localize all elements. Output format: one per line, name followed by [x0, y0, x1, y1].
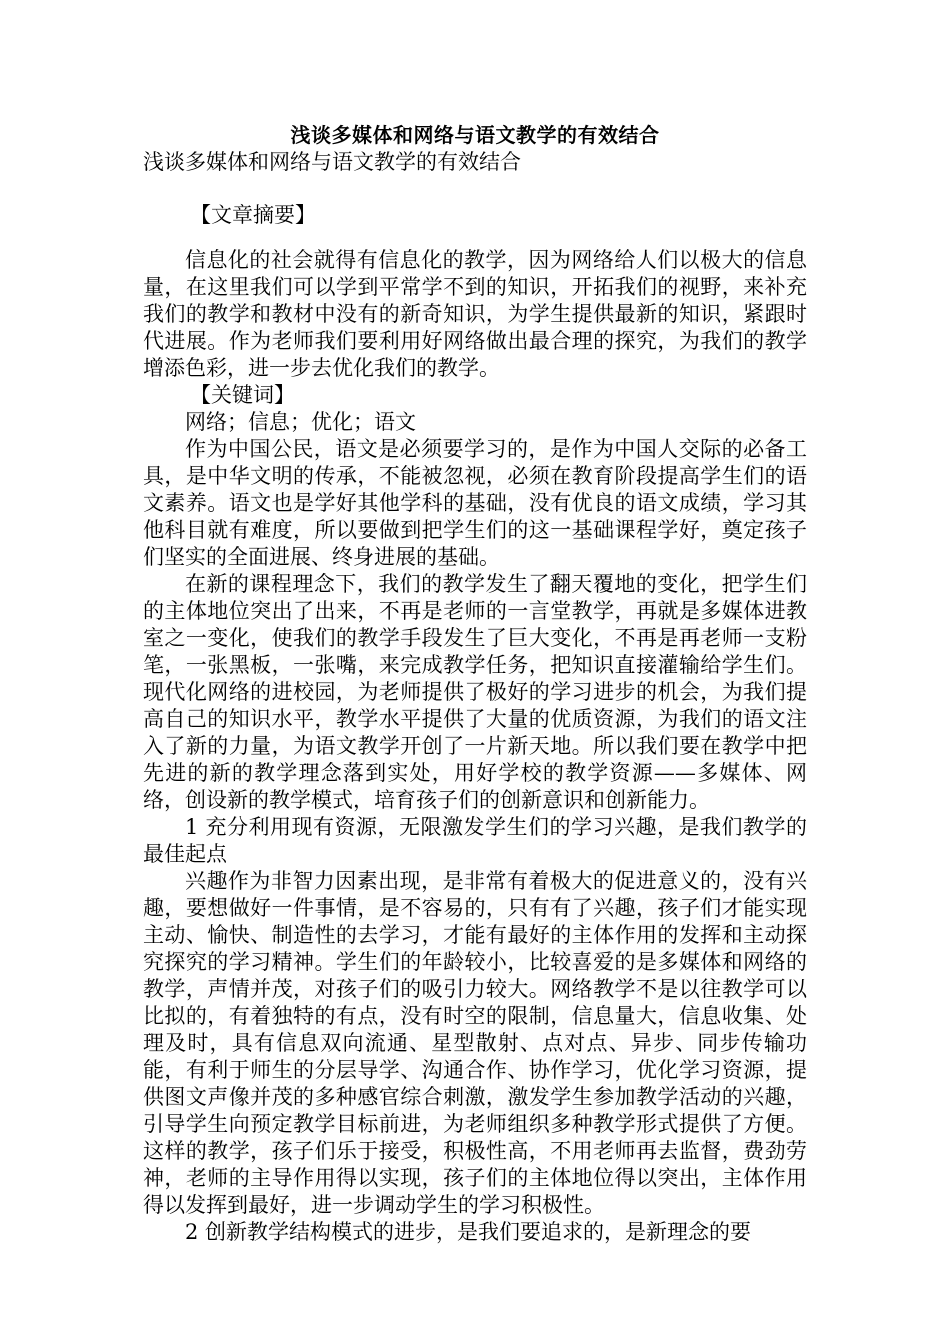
abstract-heading: 【文章摘要】: [190, 203, 316, 227]
body-paragraph: 兴趣作为非智力因素出现，是非常有着极大的促进意义的，没有兴趣，要想做好一件事情，是不容易的，只有有了兴趣，孩子们才能实现主动、愉快、制造性的去学习，才能有最好的主体作用的发挥和主动探究探究的学习精神。学生们的年龄较小，比较喜爱的是多媒体和网络的教学，声情并茂，对孩子们的吸引力较大。网络教学不是以往教学可以比拟的，有着独特的有点，没有时空的限制，信息量大，信息收集、处理及时，具有信息双向流通、星型散射、点对点、异步、同步传输功能，有利于师生的分层导学、沟通合作、协作学习，优化学习资源，提供图文声像并茂的多种感官综合刺激，激发学生参加教学活动的兴趣，引导学生向预定教学目标前进，为老师组织多种教学形式提供了方便。这样的教学，孩子们乐于接受，积极性高，不用老师再去监督，费劲劳神，老师的主导作用得以实现，孩子们的主体地位得以突出，主体作用得以发挥到最好，进一步调动学生的学习积极性。: [143, 869, 807, 1217]
section-heading-1: 1 充分利用现有资源，无限激发学生们的学习兴趣，是我们教学的最佳起点: [143, 815, 807, 866]
body-paragraph: 作为中国公民，语文是必须要学习的，是作为中国人交际的必备工具，是中华文明的传承，不能被忽视，必须在教育阶段提高学生们的语文素养。语文也是学好其他学科的基础，没有优良的语文成绩，学习其他科目就有难度，所以要做到把学生们的这一基础课程学好，奠定孩子们坚实的全面进展、终身进展的基础。: [143, 437, 807, 569]
section-heading-2: 2 创新教学结构模式的进步，是我们要追求的，是新理念的要: [185, 1220, 752, 1244]
body-paragraph: 在新的课程理念下，我们的教学发生了翻天覆地的变化，把学生们的主体地位突出了出来，不再是老师的一言堂教学，再就是多媒体进教室之一变化，使我们的教学手段发生了巨大变化，不再是再老师一支粉笔，一张黑板，一张嘴，来完成教学任务，把知识直接灌输给学生们。现代化网络的进校园，为老师提供了极好的学习进步的机会，为我们提高自己的知识水平，教学水平提供了大量的优质资源，为我们的语文注入了新的力量，为语文教学开创了一片新天地。所以我们要在教学中把先进的新的教学理念落到实处，用好学校的教学资源——多媒体、网络，创设新的教学模式，培育孩子们的创新意识和创新能力。: [143, 572, 807, 812]
keywords-list: 网络；信息；优化；语文: [185, 410, 416, 434]
document-title: 浅谈多媒体和网络与语文教学的有效结合: [290, 123, 660, 147]
keywords-heading: 【关键词】: [190, 383, 295, 407]
document-body: [143, 247, 807, 1246]
abstract-paragraph: 信息化的社会就得有信息化的教学，因为网络给人们以极大的信息量，在这里我们可以学到平常学不到的知识，开拓我们的视野，来补充我们的教学和教材中没有的新奇知识，为学生提供最新的知识，紧跟时代进展。作为老师我们要利用好网络做出最合理的探究，为我们的教学增添色彩，进一步去优化我们的教学。: [143, 248, 807, 380]
document-subtitle: 浅谈多媒体和网络与语文教学的有效结合: [143, 150, 521, 174]
